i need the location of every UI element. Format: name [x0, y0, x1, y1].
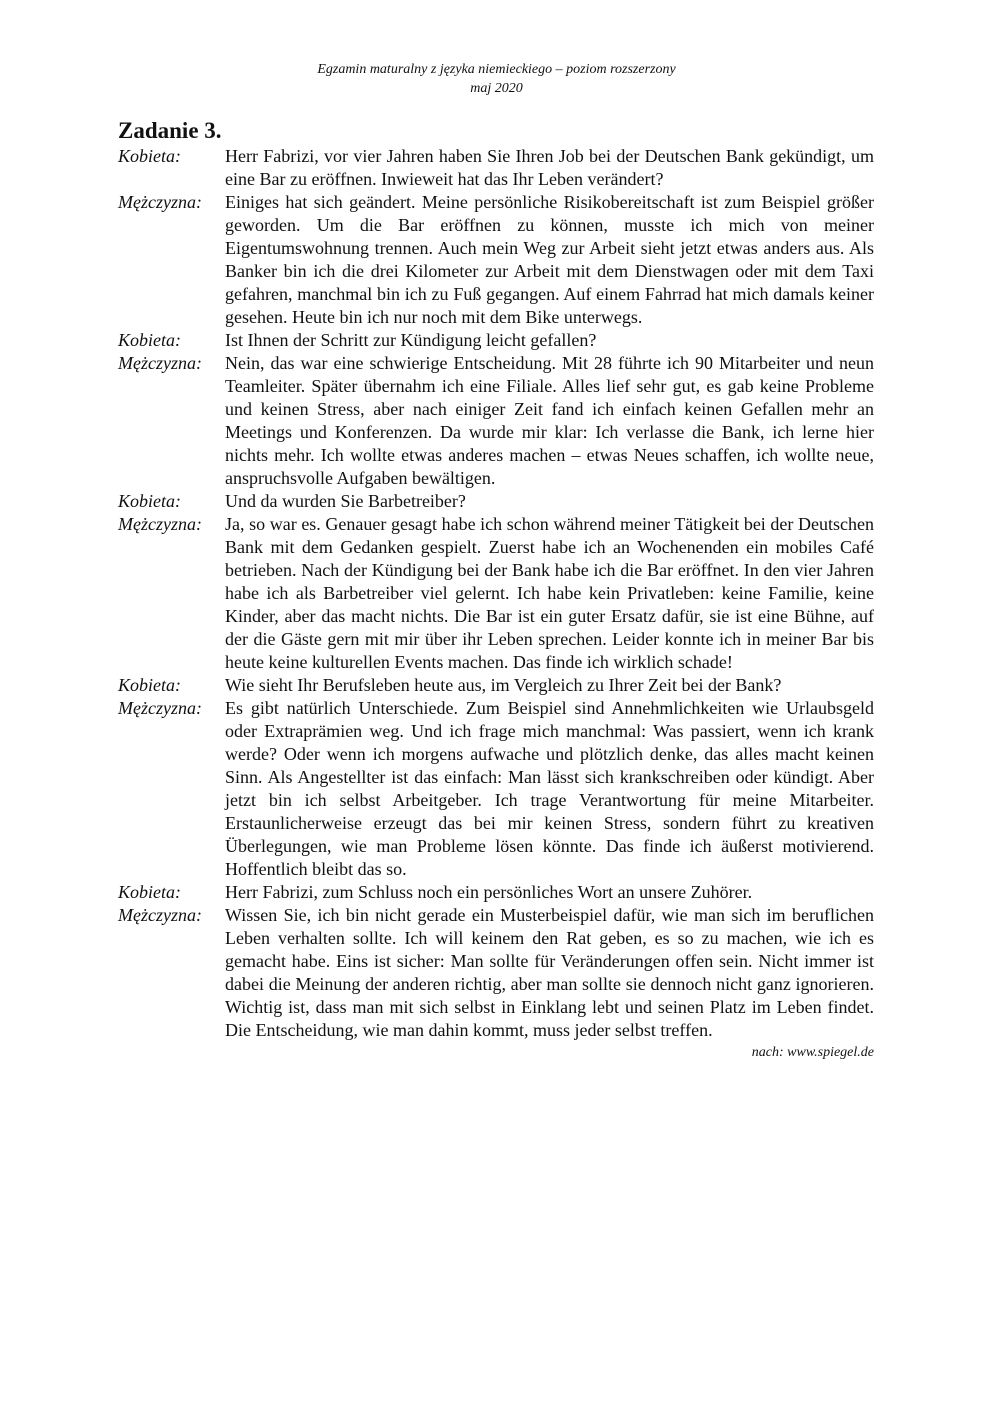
speaker-label: Mężczyzna:	[118, 192, 202, 212]
dialogue-turn	[118, 904, 874, 1042]
speaker-label: Kobieta:	[118, 491, 181, 511]
exam-date: maj 2020	[470, 81, 523, 96]
dialogue-turn	[118, 490, 874, 513]
source-citation: nach: www.spiegel.de	[751, 1045, 874, 1060]
dialogue-turn	[118, 881, 874, 904]
dialogue-turn	[118, 513, 874, 674]
speaker-label: Mężczyzna:	[118, 514, 202, 534]
speaker-label: Kobieta:	[118, 330, 181, 350]
utterance-text: Ist Ihnen der Schritt zur Kündigung leicht gefallen?	[225, 330, 597, 350]
speaker-label: Mężczyzna:	[118, 698, 202, 718]
utterance-text: Einiges hat sich geändert. Meine persönliche Risikobereitschaft ist zum Beispiel größer geworden. Um die Bar eröffnen zu können, musste ich mich von meiner Eigentumswohnung trennen. Auch mein Weg zur Arbeit sieht jetzt etwas anders aus. Als Banker bin ich die drei Kilometer zur Arbeit mit dem Dienstwagen oder mit dem Taxi gefahren, manchmal bin ich zu Fuß gegangen. Auf einem Fahrrad hat mich damals keiner gesehen. Heute bin ich nur noch mit dem Bike unterwegs.	[225, 192, 874, 327]
dialogue-turn	[118, 329, 874, 352]
dialogue-turn	[118, 145, 874, 191]
speaker-label: Kobieta:	[118, 882, 181, 902]
dialogue-turn	[118, 697, 874, 881]
utterance-text: Wie sieht Ihr Berufsleben heute aus, im Vergleich zu Ihrer Zeit bei der Bank?	[225, 675, 782, 695]
exam-title: Egzamin maturalny z języka niemieckiego – poziom rozszerzony	[317, 62, 676, 77]
utterance-text: Es gibt natürlich Unterschiede. Zum Beispiel sind Annehmlichkeiten wie Urlaubsgeld oder Extraprämien weg. Und ich frage mich manchmal: Was passiert, wenn ich krank werde? Oder wenn ich morgens aufwache und plötzlich denke, das alles macht keinen Sinn. Als Angestellter ist das einfach: Man lässt sich krankschreiben oder kündigt. Aber jetzt bin ich selbst Arbeitgeber. Ich trage Verantwortung für meine Mitarbeiter. Erstaunlicherweise erzeugt das bei mir keinen Stress, sondern führt zu kreativen Überlegungen, wie man Probleme lösen könnte. Das finde ich äußerst motivierend. Hoffentlich bleibt das so.	[225, 698, 874, 879]
task-title: Zadanie 3.	[118, 118, 222, 143]
dialogue	[118, 145, 874, 1042]
utterance-text: Ja, so war es. Genauer gesagt habe ich schon während meiner Tätigkeit bei der Deutschen Bank mit dem Gedanken gespielt. Zuerst habe ich an Wochenenden ein mobiles Café betrieben. Nach der Kündigung bei der Bank habe ich die Bar eröffnet. In den vier Jahren habe ich als Barbetreiber viel gelernt. Ich habe kein Privatleben: keine Familie, keine Kinder, aber das macht nichts. Die Bar ist ein guter Ersatz dafür, sie ist eine Bühne, auf der die Gäste gern mit mir über ihr Leben sprechen. Leider konnte ich in meiner Bar bis heute keine kulturellen Events machen. Das finde ich wirklich schade!	[225, 514, 874, 672]
speaker-label: Kobieta:	[118, 675, 181, 695]
task-content	[118, 117, 874, 1062]
speaker-label: Kobieta:	[118, 146, 181, 166]
dialogue-turn	[118, 191, 874, 329]
speaker-label: Mężczyzna:	[118, 353, 202, 373]
page-header	[0, 60, 993, 98]
utterance-text: Herr Fabrizi, zum Schluss noch ein persönliches Wort an unsere Zuhörer.	[225, 882, 753, 902]
dialogue-turn	[118, 674, 874, 697]
utterance-text: Wissen Sie, ich bin nicht gerade ein Musterbeispiel dafür, wie man sich im beruflichen Leben verhalten sollte. Ich will keinem den Rat geben, es so zu machen, wie ich es gemacht habe. Eins ist sicher: Man sollte für Veränderungen offen sein. Nicht immer ist dabei die Meinung der anderen richtig, aber man sollte sie dennoch nicht ganz ignorieren. Wichtig ist, dass man mit sich selbst in Einklang lebt und seinen Platz im Leben findet. Die Entscheidung, wie man dahin kommt, muss jeder selbst treffen.	[225, 905, 874, 1040]
speaker-label: Mężczyzna:	[118, 905, 202, 925]
dialogue-turn	[118, 352, 874, 490]
utterance-text: Herr Fabrizi, vor vier Jahren haben Sie Ihren Job bei der Deutschen Bank gekündigt, um eine Bar zu eröffnen. Inwieweit hat das Ihr Leben verändert?	[225, 146, 874, 189]
utterance-text: Nein, das war eine schwierige Entscheidung. Mit 28 führte ich 90 Mitarbeiter und neun Teamleiter. Später übernahm ich eine Filiale. Alles lief sehr gut, es gab keine Probleme und keinen Stress, aber nach einiger Zeit fand ich einfach keinen Gefallen mehr an Meetings und Konferenzen. Da wurde mir klar: Ich verlasse die Bank, ich lerne hier nichts mehr. Ich wollte etwas anderes machen – etwas Neues schaffen, ich wollte neue, anspruchsvolle Aufgaben bewältigen.	[225, 353, 874, 488]
utterance-text: Und da wurden Sie Barbetreiber?	[225, 491, 466, 511]
